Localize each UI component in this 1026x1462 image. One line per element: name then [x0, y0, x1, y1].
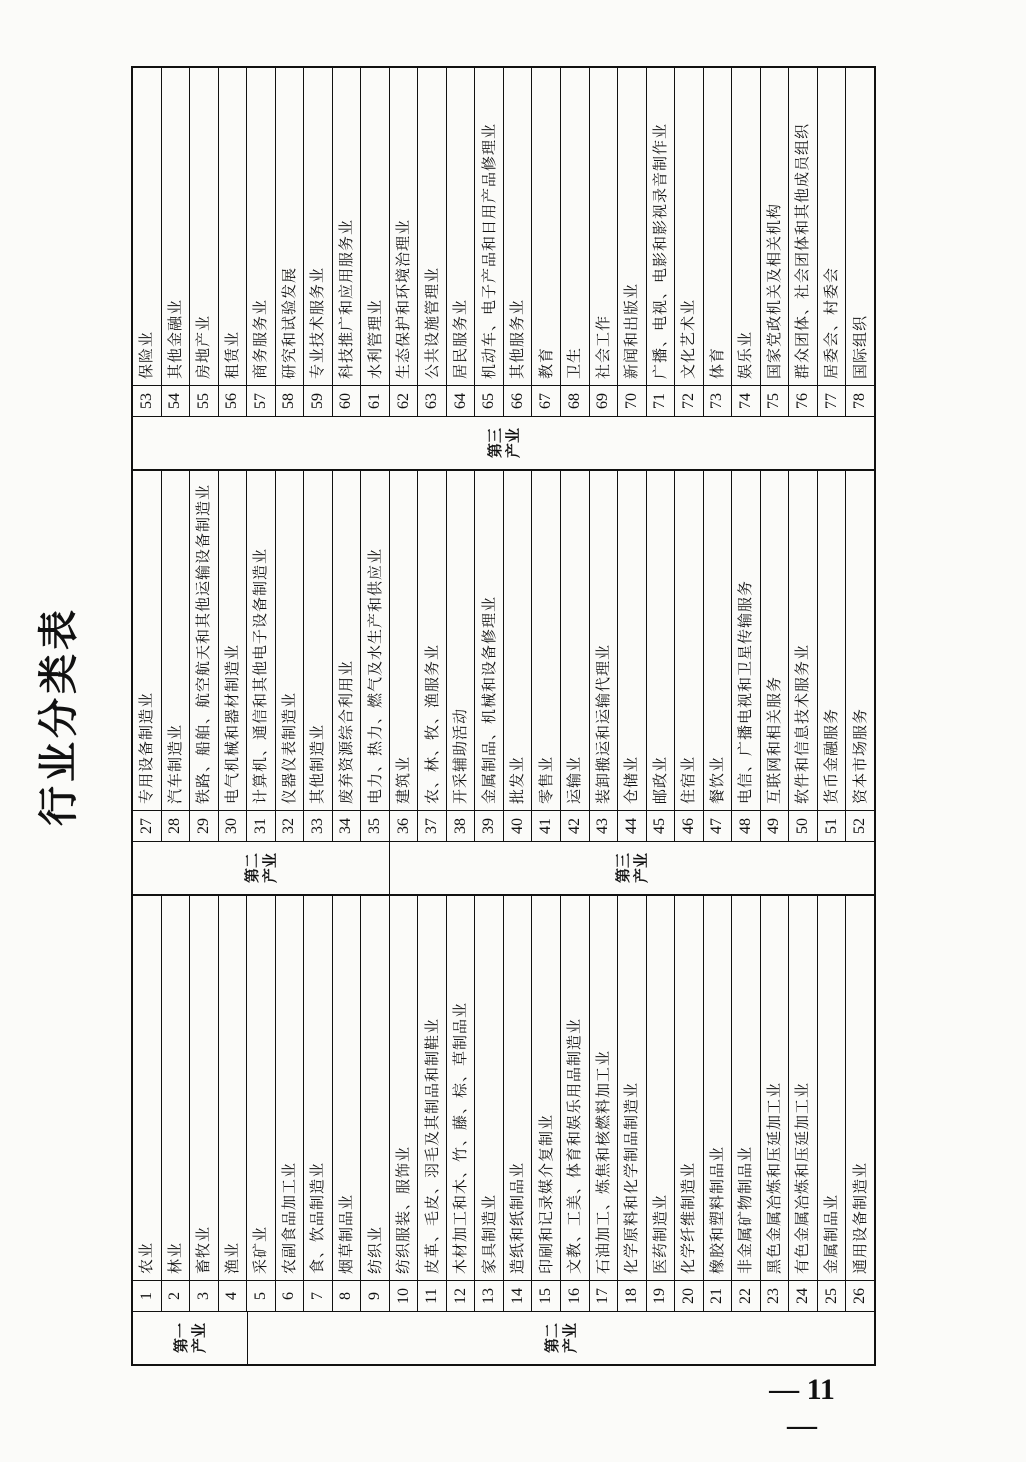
table-row: [818, 471, 847, 841]
row-number: 78: [846, 385, 874, 416]
table-row: [561, 471, 590, 841]
row-number: 24: [789, 1280, 817, 1311]
table-row: [276, 896, 305, 1311]
table-row: [789, 896, 818, 1311]
row-number: 17: [590, 1280, 618, 1311]
industry-group-label: [133, 842, 390, 894]
table-row: [390, 471, 419, 841]
group-column: [133, 416, 874, 469]
table-row: [675, 896, 704, 1311]
industry-name: 国际组织: [850, 314, 869, 379]
table-row: [162, 68, 191, 416]
row-number: 23: [761, 1280, 789, 1311]
industry-name: 农、林、牧、渔服务业: [422, 643, 441, 804]
row-number: 59: [304, 385, 332, 416]
row-number: 33: [304, 810, 332, 841]
row-number: 28: [162, 810, 190, 841]
table-section-2: [131, 471, 876, 896]
industry-name: 居民服务业: [451, 298, 470, 379]
table-row: [162, 896, 191, 1311]
table-row: [447, 896, 476, 1311]
industry-name: 木材加工和木、竹、藤、棕、草制品业: [451, 1001, 470, 1274]
row-number: 25: [818, 1280, 846, 1311]
row-number: 55: [190, 385, 218, 416]
row-number: 30: [219, 810, 247, 841]
row-number: 50: [789, 810, 817, 841]
row-number: 64: [447, 385, 475, 416]
table-row: [247, 68, 276, 416]
row-number: 62: [390, 385, 418, 416]
group-column: [133, 1311, 874, 1364]
industry-name: 采矿业: [251, 1225, 270, 1274]
row-number: 34: [333, 810, 361, 841]
industry-name: 仓储业: [622, 755, 641, 804]
industry-name: 通用设备制造业: [850, 1161, 869, 1274]
row-number: 31: [247, 810, 275, 841]
row-number: 39: [475, 810, 503, 841]
table-row: [761, 471, 790, 841]
row-number: 51: [818, 810, 846, 841]
table-row: [304, 68, 333, 416]
row-number: 75: [761, 385, 789, 416]
table-row: [276, 68, 305, 416]
industry-group-text: 第二产业: [243, 853, 280, 884]
table-row: [846, 896, 874, 1311]
row-number: 9: [361, 1280, 389, 1311]
industry-name: 社会工作: [593, 314, 612, 379]
table-row: [590, 471, 619, 841]
industry-name: 食、饮品制造业: [308, 1161, 327, 1274]
table-row: [846, 68, 874, 416]
industry-name: 卫生: [565, 346, 584, 379]
table-row: [647, 896, 676, 1311]
industry-name: 生态保护和环境治理业: [394, 218, 413, 379]
row-number: 60: [333, 385, 361, 416]
industry-name: 农业: [137, 1241, 156, 1274]
industry-name: 教育: [536, 346, 555, 379]
table-row: [304, 896, 333, 1311]
table-section-1: [131, 896, 876, 1366]
row-number: 21: [704, 1280, 732, 1311]
table-row: [219, 471, 248, 841]
industry-name: 专用设备制造业: [137, 691, 156, 804]
table-row: [818, 68, 847, 416]
industry-group-text: 第二产业: [542, 1323, 579, 1354]
table-row: [190, 896, 219, 1311]
row-number: 26: [846, 1280, 874, 1311]
table-row: [504, 471, 533, 841]
industry-name: 专业技术服务业: [308, 266, 327, 379]
row-number: 40: [504, 810, 532, 841]
industry-name: 公共设施管理业: [422, 266, 441, 379]
industry-name: 文化艺术业: [679, 298, 698, 379]
table-row: [190, 471, 219, 841]
row-number: 15: [532, 1280, 560, 1311]
table-row: [447, 471, 476, 841]
industry-name: 汽车制造业: [165, 723, 184, 804]
industry-name: 研究和试验发展: [279, 266, 298, 379]
industry-name: 电信、广播电视和卫星传输服务: [736, 579, 755, 804]
industry-name: 群众团体、社会团体和其他成员组织: [793, 122, 812, 379]
table-row: [532, 896, 561, 1311]
industry-name: 仪器仪表制造业: [279, 691, 298, 804]
industry-name: 国家党政机关及相关机构: [764, 202, 783, 379]
row-number: 7: [304, 1280, 332, 1311]
industry-classification-table: [131, 66, 876, 1366]
table-row: [532, 471, 561, 841]
row-number: 70: [618, 385, 646, 416]
industry-name: 其他金融业: [165, 298, 184, 379]
row-number: 22: [732, 1280, 760, 1311]
industry-name: 有色金属冶炼和压延加工业: [793, 1081, 812, 1274]
document-title: 行业分类表: [35, 606, 82, 826]
industry-name: 水利管理业: [365, 298, 384, 379]
table-row: [475, 471, 504, 841]
table-row: [618, 471, 647, 841]
table-row: [418, 68, 447, 416]
row-number: 61: [361, 385, 389, 416]
row-number: 65: [475, 385, 503, 416]
table-row: [162, 471, 191, 841]
industry-name: 农副食品加工业: [279, 1161, 298, 1274]
table-row: [789, 68, 818, 416]
row-number: 19: [647, 1280, 675, 1311]
industry-name: 货币金融服务: [822, 707, 841, 804]
industry-name: 金属制品、机械和设备修理业: [479, 595, 498, 804]
table-row: [133, 896, 162, 1311]
row-number: 13: [475, 1280, 503, 1311]
industry-name: 批发业: [508, 755, 527, 804]
page-number: — 11 —: [769, 1373, 835, 1442]
industry-name: 娱乐业: [736, 330, 755, 379]
industry-name: 烟草制品业: [336, 1193, 355, 1274]
row-number: 16: [561, 1280, 589, 1311]
row-number: 41: [532, 810, 560, 841]
industry-name: 保险业: [137, 330, 156, 379]
row-number: 29: [190, 810, 218, 841]
row-number: 14: [504, 1280, 532, 1311]
industry-name: 广播、电视、电影和影视录音制作业: [650, 122, 669, 379]
industry-name: 橡胶和塑料制品业: [707, 1145, 726, 1274]
table-row: [475, 68, 504, 416]
industry-name: 开采辅助活动: [451, 707, 470, 804]
industry-name: 建筑业: [394, 755, 413, 804]
row-number: 54: [162, 385, 190, 416]
row-number: 32: [276, 810, 304, 841]
row-number: 52: [846, 810, 874, 841]
row-number: 56: [219, 385, 247, 416]
industry-name: 新闻和出版业: [622, 282, 641, 379]
row-number: 27: [133, 810, 161, 841]
table-section-3: [131, 66, 876, 471]
table-row: [333, 471, 362, 841]
industry-name: 互联网和相关服务: [764, 675, 783, 804]
industry-group-text: 第一产业: [171, 1323, 208, 1354]
row-number: 18: [618, 1280, 646, 1311]
industry-name: 造纸和纸制品业: [508, 1161, 527, 1274]
industry-group-label: [248, 1312, 874, 1364]
row-number: 53: [133, 385, 161, 416]
table-row: [704, 471, 733, 841]
table-row: [447, 68, 476, 416]
table-row: [475, 896, 504, 1311]
industry-name: 石油加工、炼焦和核燃料加工业: [593, 1049, 612, 1274]
industry-name: 装卸搬运和运输代理业: [593, 643, 612, 804]
industry-name: 家具制造业: [479, 1193, 498, 1274]
industry-name: 体育: [707, 346, 726, 379]
row-number: 44: [618, 810, 646, 841]
row-number: 37: [418, 810, 446, 841]
row-number: 35: [361, 810, 389, 841]
row-number: 74: [732, 385, 760, 416]
table-row: [390, 68, 419, 416]
table-row: [704, 896, 733, 1311]
row-number: 2: [162, 1280, 190, 1311]
table-row: [133, 68, 162, 416]
table-row: [219, 896, 248, 1311]
row-number: 10: [390, 1280, 418, 1311]
table-row: [361, 471, 390, 841]
industry-name: 金属制品业: [822, 1193, 841, 1274]
row-number: 8: [333, 1280, 361, 1311]
industry-name: 运输业: [565, 755, 584, 804]
row-number: 42: [561, 810, 589, 841]
table-row: [418, 471, 447, 841]
table-row: [133, 471, 162, 841]
table-row: [732, 471, 761, 841]
row-number: 38: [447, 810, 475, 841]
table-row: [818, 896, 847, 1311]
row-number: 36: [390, 810, 418, 841]
row-number: 11: [418, 1280, 446, 1311]
row-number: 76: [789, 385, 817, 416]
table-row: [704, 68, 733, 416]
row-number: 48: [732, 810, 760, 841]
row-number: 57: [247, 385, 275, 416]
industry-name: 林业: [165, 1241, 184, 1274]
table-row: [333, 896, 362, 1311]
industry-name: 其他制造业: [308, 723, 327, 804]
industry-name: 租赁业: [222, 330, 241, 379]
table-row: [504, 896, 533, 1311]
industry-name: 黑色金属冶炼和压延加工业: [764, 1081, 783, 1274]
industry-name: 非金属矿物制品业: [736, 1145, 755, 1274]
row-number: 20: [675, 1280, 703, 1311]
table-row: [732, 896, 761, 1311]
row-number: 12: [447, 1280, 475, 1311]
industry-name: 化学纤维制造业: [679, 1161, 698, 1274]
industry-name: 零售业: [536, 755, 555, 804]
table-row: [846, 471, 874, 841]
row-number: 66: [504, 385, 532, 416]
industry-name: 住宿业: [679, 755, 698, 804]
industry-group-label: [133, 1312, 248, 1364]
row-number: 45: [647, 810, 675, 841]
industry-name: 纺织业: [365, 1225, 384, 1274]
industry-name: 铁路、船舶、航空航天和其他运输设备制造业: [194, 483, 213, 804]
table-row: [390, 896, 419, 1311]
industry-name: 纺织服装、服饰业: [394, 1145, 413, 1274]
industry-name: 废弃资源综合利用业: [336, 659, 355, 804]
table-row: [647, 68, 676, 416]
table-row: [190, 68, 219, 416]
industry-name: 渔业: [222, 1241, 241, 1274]
row-number: 58: [276, 385, 304, 416]
table-row: [618, 68, 647, 416]
table-row: [561, 896, 590, 1311]
table-row: [789, 471, 818, 841]
table-row: [361, 896, 390, 1311]
row-number: 46: [675, 810, 703, 841]
industry-name: 科技推广和应用服务业: [336, 218, 355, 379]
row-number: 77: [818, 385, 846, 416]
rows-column: [133, 896, 874, 1311]
industry-name: 电力、热力、燃气及水生产和供应业: [365, 547, 384, 804]
row-number: 1: [133, 1280, 161, 1311]
industry-name: 电气机械和器材制造业: [222, 643, 241, 804]
row-number: 63: [418, 385, 446, 416]
row-number: 73: [704, 385, 732, 416]
industry-name: 印刷和记录媒介复制业: [536, 1113, 555, 1274]
row-number: 5: [247, 1280, 275, 1311]
row-number: 6: [276, 1280, 304, 1311]
industry-name: 机动车、电子产品和日用产品修理业: [479, 122, 498, 379]
industry-name: 医药制造业: [650, 1193, 669, 1274]
industry-name: 餐饮业: [707, 755, 726, 804]
table-row: [504, 68, 533, 416]
table-row: [361, 68, 390, 416]
industry-name: 文教、工美、体育和娱乐用品制造业: [565, 1017, 584, 1274]
table-row: [304, 471, 333, 841]
industry-name: 计算机、通信和其他电子设备制造业: [251, 547, 270, 804]
table-row: [247, 471, 276, 841]
table-row: [732, 68, 761, 416]
table-row: [618, 896, 647, 1311]
industry-name: 房地产业: [194, 314, 213, 379]
rotated-page: [35, 66, 876, 1366]
row-number: 67: [532, 385, 560, 416]
industry-name: 邮政业: [650, 755, 669, 804]
table-row: [418, 896, 447, 1311]
table-row: [561, 68, 590, 416]
table-row: [675, 471, 704, 841]
group-column: [133, 841, 874, 894]
industry-group-label: [133, 417, 874, 469]
industry-name: 资本市场服务: [850, 707, 869, 804]
industry-name: 化学原料和化学制品制造业: [622, 1081, 641, 1274]
rows-column: [133, 471, 874, 841]
table-row: [647, 471, 676, 841]
row-number: 71: [647, 385, 675, 416]
industry-name: 居委会、村委会: [822, 266, 841, 379]
row-number: 69: [590, 385, 618, 416]
table-row: [590, 68, 619, 416]
industry-name: 其他服务业: [508, 298, 527, 379]
industry-group-text: 第三产业: [614, 853, 651, 884]
rows-column: [133, 68, 874, 416]
row-number: 43: [590, 810, 618, 841]
table-row: [532, 68, 561, 416]
industry-name: 商务服务业: [251, 298, 270, 379]
industry-group-label: [390, 842, 874, 894]
industry-name: 皮革、毛皮、羽毛及其制品和制鞋业: [422, 1017, 441, 1274]
table-row: [590, 896, 619, 1311]
row-number: 47: [704, 810, 732, 841]
row-number: 4: [219, 1280, 247, 1311]
industry-name: 畜牧业: [194, 1225, 213, 1274]
row-number: 49: [761, 810, 789, 841]
table-row: [761, 896, 790, 1311]
row-number: 72: [675, 385, 703, 416]
industry-group-text: 第三产业: [485, 428, 522, 459]
table-row: [276, 471, 305, 841]
industry-name: 软件和信息技术服务业: [793, 643, 812, 804]
row-number: 68: [561, 385, 589, 416]
table-row: [219, 68, 248, 416]
table-row: [333, 68, 362, 416]
table-row: [761, 68, 790, 416]
row-number: 3: [190, 1280, 218, 1311]
table-row: [675, 68, 704, 416]
table-row: [247, 896, 276, 1311]
